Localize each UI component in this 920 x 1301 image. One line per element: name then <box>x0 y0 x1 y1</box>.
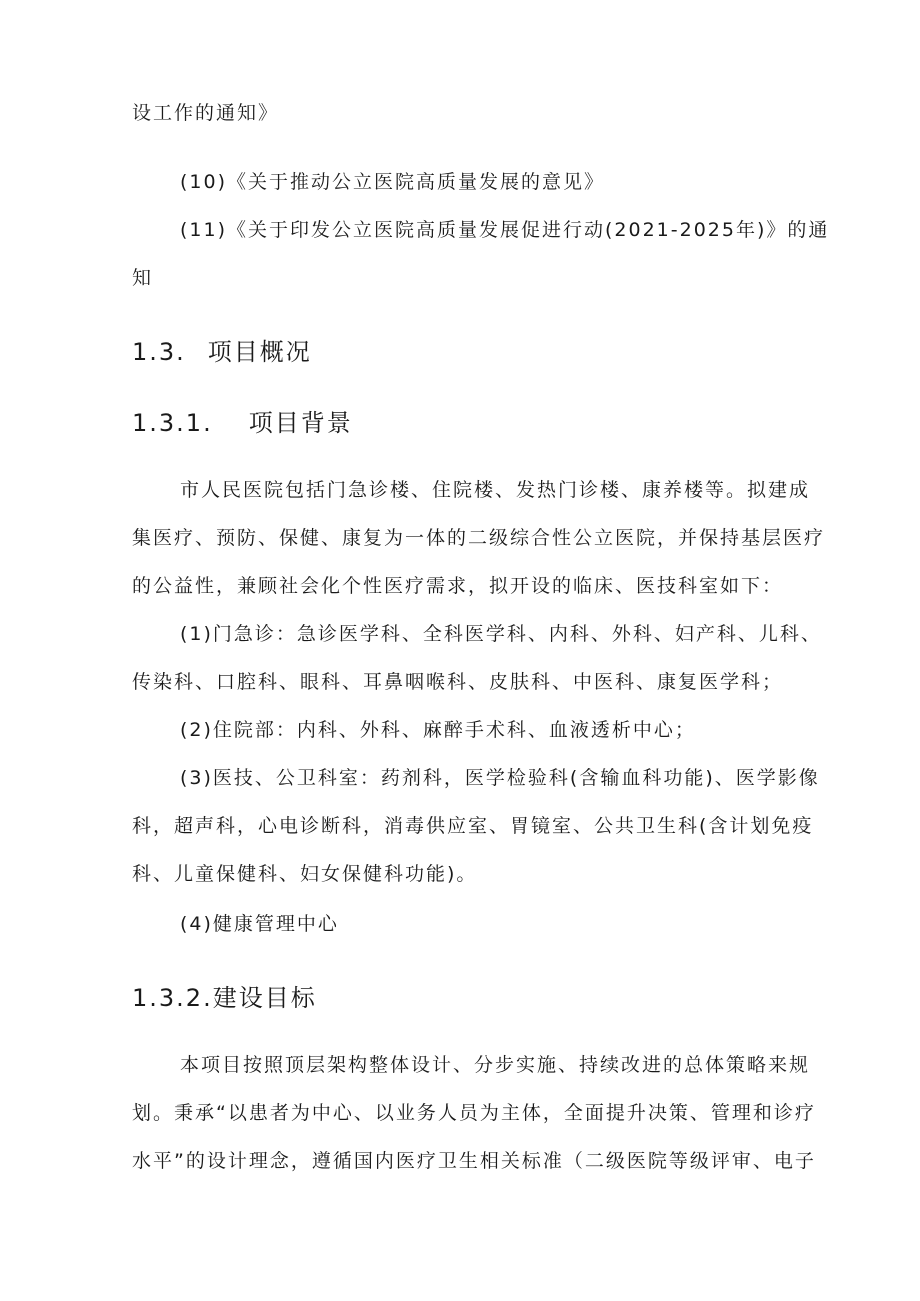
heading-title: 建设目标 <box>212 984 317 1012</box>
section-heading-1-3 <box>132 337 312 367</box>
heading-title: 项目概况 <box>207 338 312 366</box>
heading-title: 项目背景 <box>248 409 353 437</box>
list-item: (3)医技、公卫科室：药剂科，医学检验科(含输血科功能)、医学影像 <box>180 767 820 789</box>
paragraph-line: 水平”的设计理念，遵循国内医疗卫生相关标准（二级医院等级评审、电子 <box>132 1150 816 1172</box>
list-item: (2)住院部：内科、外科、麻醉手术科、血液透析中心； <box>180 719 696 741</box>
list-item-continued: 传染科、口腔科、眼科、耳鼻咽喉科、皮肤科、中医科、康复医学科； <box>132 671 784 693</box>
list-item-continued: 科，超声科，心电诊断科，消毒供应室、胃镜室、公共卫生科(含计划免疫 <box>132 815 814 837</box>
list-item: (1)门急诊：急诊医学科、全科医学科、内科、外科、妇产科、儿科、 <box>180 623 822 645</box>
paragraph-line: 市人民医院包括门急诊楼、住院楼、发热门诊楼、康养楼等。拟建成 <box>180 479 811 501</box>
heading-number: 1.3.2. <box>132 984 213 1012</box>
paragraph-line: 的公益性，兼顾社会化个性医疗需求，拟开设的临床、医技科室如下： <box>132 575 784 597</box>
section-heading-1-3-2 <box>132 983 317 1013</box>
heading-number: 1.3. <box>132 338 186 366</box>
paragraph-line: 集医疗、预防、保健、康复为一体的二级综合性公立医院，并保持基层医疗 <box>132 527 826 549</box>
reference-item-11: (11)《关于印发公立医院高质量发展促进行动(2021-2025年)》的通 <box>180 219 830 241</box>
paragraph-line: 本项目按照顶层架构整体设计、分步实施、持续改进的总体策略来规 <box>180 1054 811 1076</box>
list-item-continued: 科、儿童保健科、妇女保健科功能)。 <box>132 863 478 885</box>
paragraph-line: 划。秉承“以患者为中心、以业务人员为主体，全面提升决策、管理和诊疗 <box>132 1102 816 1124</box>
text-line: 设工作的通知》 <box>132 102 280 124</box>
reference-item-10: (10)《关于推动公立医院高质量发展的意见》 <box>180 171 606 193</box>
heading-number: 1.3.1. <box>132 409 213 437</box>
section-heading-1-3-1 <box>132 408 353 438</box>
list-item: (4)健康管理中心 <box>180 913 339 935</box>
text-line: 知 <box>132 267 154 289</box>
